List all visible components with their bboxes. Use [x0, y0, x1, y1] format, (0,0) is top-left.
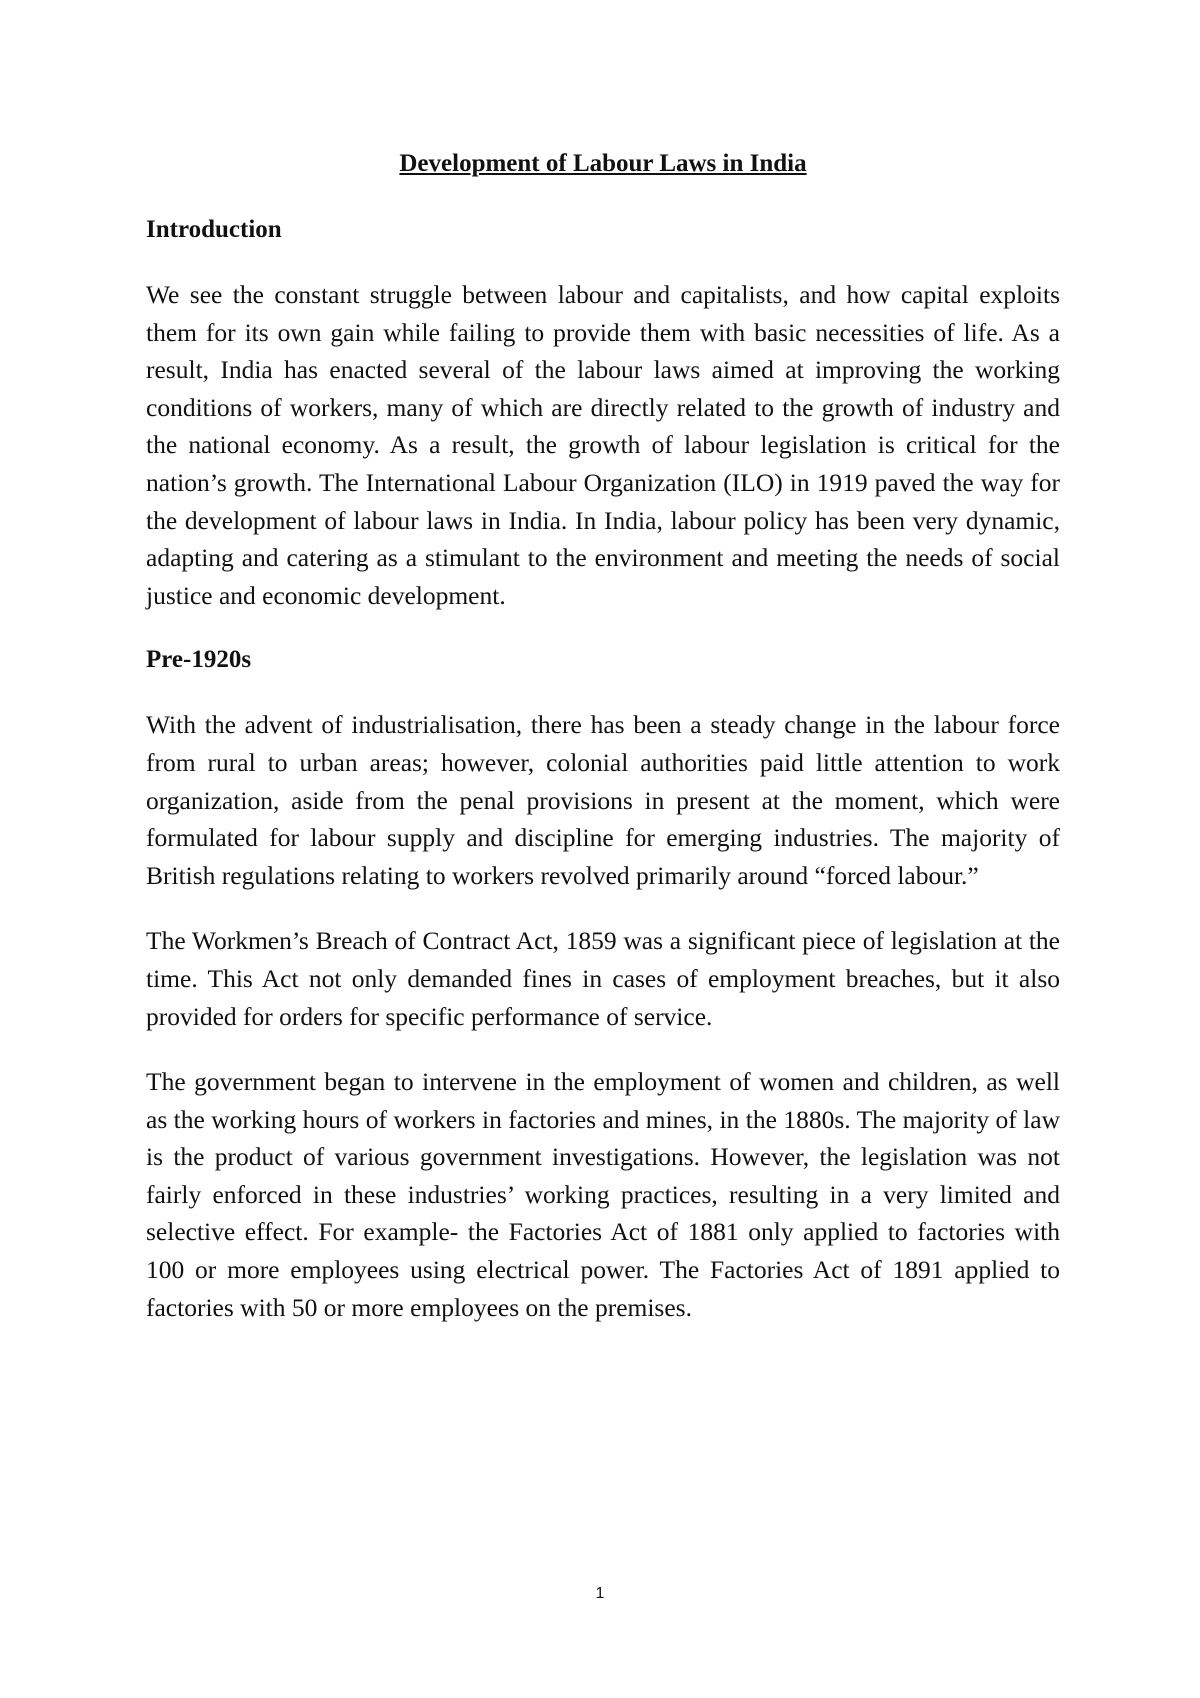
section-heading-pre-1920s: Pre-1920s [146, 646, 252, 674]
document-title: Development of Labour Laws in India [399, 150, 807, 177]
page-number: 1 [595, 1585, 605, 1602]
document-body [146, 146, 1060, 1354]
pre-1920s-paragraph-1: With the advent of industrialisation, there has been a steady change in the labour force from rural to urban areas; however, colonial authorities paid little attention to work organization, aside from the penal provisions in present at the moment, which were formulated for labour supply and discipline for emerging industries. The majority of British regulations relating to workers revolved primarily around “forced labour.” [146, 710, 1060, 890]
pre-1920s-paragraph-3: The government began to intervene in the employment of women and children, as well as the working hours of workers in factories and mines, in the 1880s. The majority of law is the product of various government investigations. However, the legislation was not fairly enforced in these industries’ working practices, resulting in a very limited and selective effect. For example- the Factories Act of 1881 only applied to factories with 100 or more employees using electrical power. The Factories Act of 1891 applied to factories with 50 or more employees on the premises. [146, 1067, 1060, 1322]
section-heading-introduction: Introduction [146, 216, 282, 243]
pre-1920s-paragraph-2: The Workmen’s Breach of Contract Act, 1859 was a significant piece of legislation at the time. This Act not only demanded fines in cases of employment breaches, but it also provided for orders for specific performance of service. [146, 926, 1060, 1031]
introduction-paragraph: We see the constant struggle between labour and capitalists, and how capital exploits them for its own gain while failing to provide them with basic necessities of life. As a result, India has enacted several of the labour laws aimed at improving the working conditions of workers, many of which are directly related to the growth of industry and the national economy. As a result, the growth of labour legislation is critical for the nation’s growth. The International Labour Organization (ILO) in 1919 paved the way for the development of labour laws in India. In India, labour policy has been very dynamic, adapting and catering as a stimulant to the environment and meeting the needs of social justice and economic development. [146, 280, 1060, 610]
